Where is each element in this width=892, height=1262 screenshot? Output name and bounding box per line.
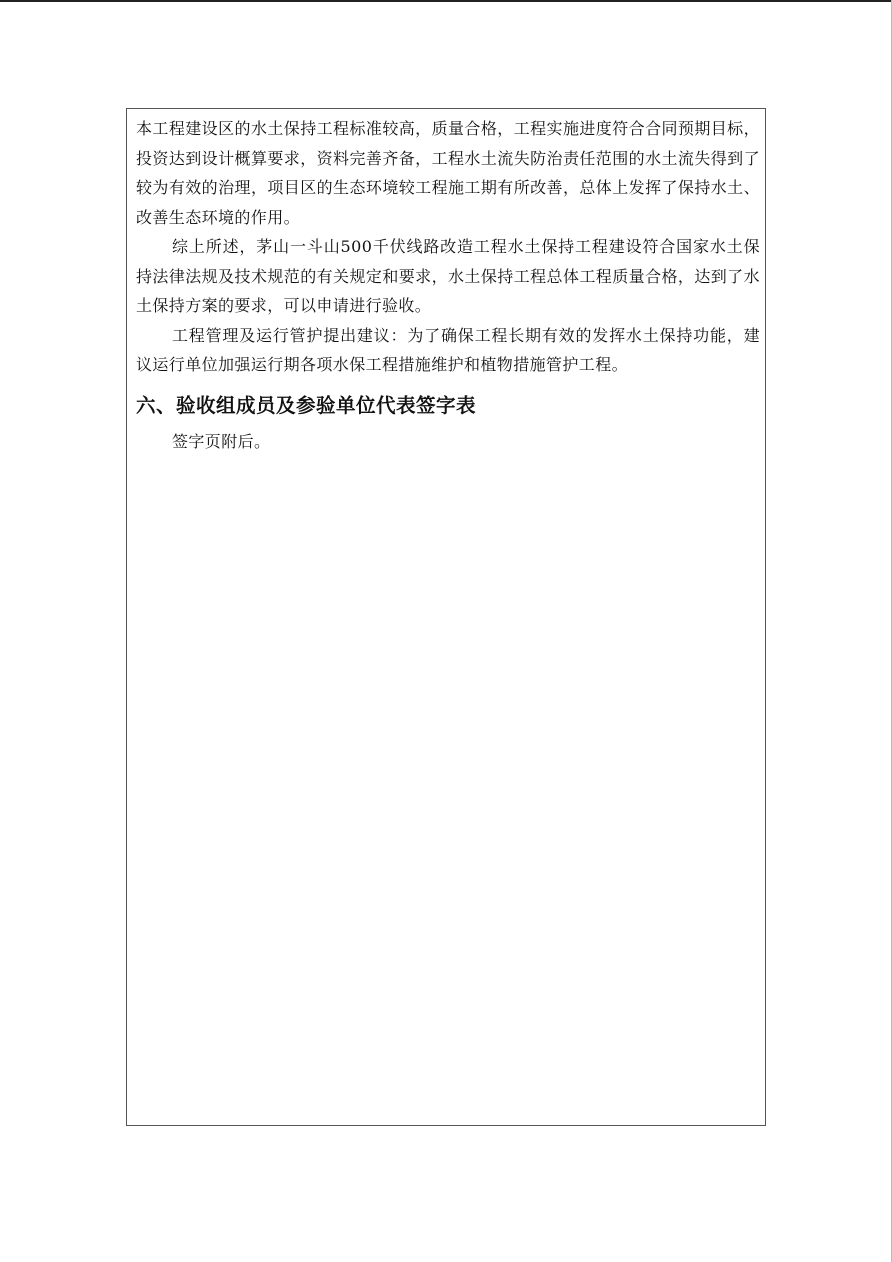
top-border-line bbox=[0, 0, 892, 2]
conclusion-paragraph: 本工程建设区的水土保持工程标准较高，质量合格，工程实施进度符合合同预期目标，投资达到设计概算要求，资料完善齐备，工程水土流失防治责任范围的水土流失得到了较为有效的治理，项目区的生态环境较工程施工期有所改善，总体上发挥了保持水土、改善生态环境的作用。 bbox=[136, 119, 760, 227]
signature-note: 签字页附后。 bbox=[172, 431, 271, 451]
section-heading: 六、验收组成员及参验单位代表签字表 bbox=[136, 393, 477, 417]
document-content bbox=[136, 114, 760, 456]
recommendation-paragraph: 工程管理及运行管护提出建议：为了确保工程长期有效的发挥水土保持功能，建议运行单位加强运行期各项水保工程措施维护和植物措施管护工程。 bbox=[136, 325, 760, 374]
summary-paragraph: 综上所述，茅山一斗山500千伏线路改造工程水土保持工程建设符合国家水土保持法律法规及技术规范的有关规定和要求，水土保持工程总体工程质量合格，达到了水土保持方案的要求，可以申请进行验收。 bbox=[136, 237, 760, 315]
